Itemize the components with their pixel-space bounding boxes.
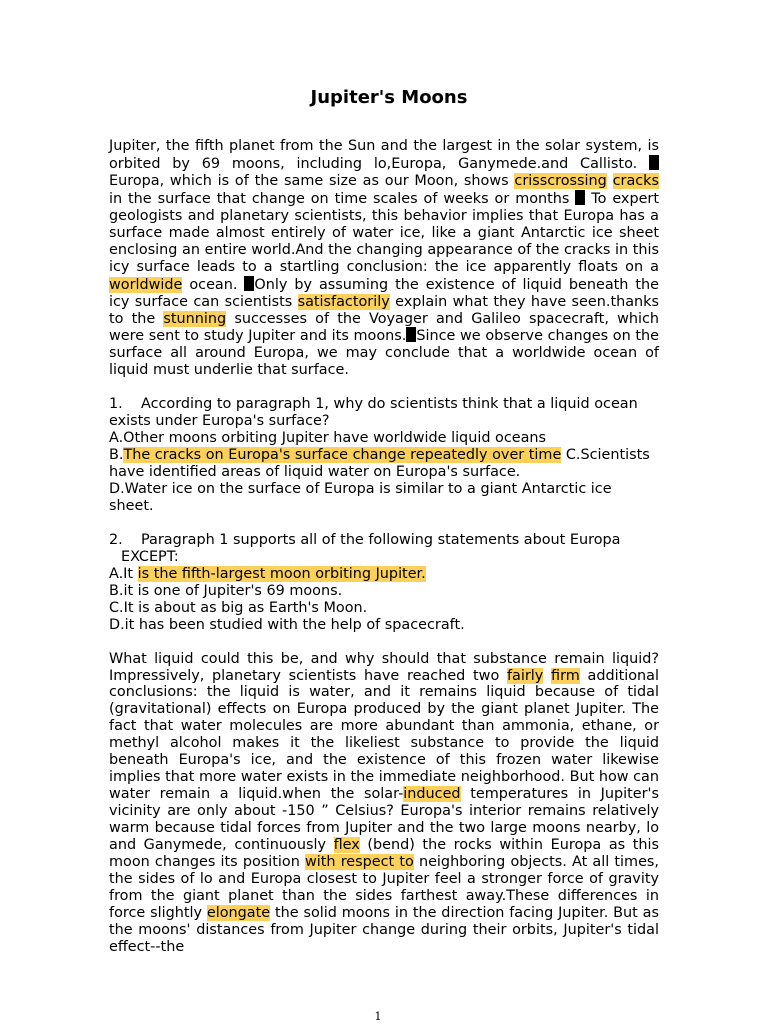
question-2-option-c: C.It is about as big as Earth's Moon.: [109, 599, 368, 616]
spacer: [109, 515, 659, 532]
question-2-option-a: [109, 566, 659, 583]
paragraph-2-text: temperatures in Jupiter's vicinity are only about -150 ” Celsius? Europa's interior remains relatively warm because tidal forces from Jupiter and the two large moons nearby, lo and Ganymede, continuously: [109, 786, 659, 854]
question-2: [109, 532, 659, 634]
black-square-marker: [575, 190, 585, 205]
black-square-marker: [406, 327, 416, 342]
highlighted-word: induced: [403, 786, 461, 803]
question-1-option-b-c: [109, 447, 659, 481]
paragraph-2-text: What liquid could this be, and why should that substance remain liquid? Impressively, planetary scientists have reached two: [109, 650, 659, 684]
paragraph-1-text: successes of the Voyager and Galileo spacecraft, which were sent to study Jupiter and its moons.: [109, 310, 659, 345]
highlighted-word: flex: [333, 837, 360, 854]
highlighted-word: elongate: [206, 904, 271, 921]
option-b-prefix: B.: [109, 447, 124, 464]
question-2-option-b: B.it is one of Jupiter's 69 moons.: [109, 582, 343, 599]
question-text: According to paragraph 1, why do scientists think that a liquid ocean exists under Europa's surface?: [109, 396, 638, 430]
question-1-prompt: [109, 396, 659, 430]
paragraph-1-text: Jupiter, the fifth planet from the Sun and the largest in the solar system, is orbited by 69 moons, including lo,Europa, Ganymede.and Callisto.: [109, 138, 659, 172]
option-c-text: C.Scientists have identified areas of liquid water on Europa's surface.: [109, 447, 650, 481]
spacer: [109, 634, 659, 651]
question-1-option-d: D.Water ice on the surface of Europa is similar to a giant Antarctic ice sheet.: [109, 481, 612, 514]
option-b-highlighted: The cracks on Europa's surface change repeatedly over time: [123, 447, 562, 464]
highlighted-word: firm: [551, 667, 580, 684]
paragraph-2-text: the solid moons in the direction facing Jupiter. But as the moons' distances from Jupiter change during their orbits, Jupiter's tidal effect--the: [109, 904, 659, 955]
document-body: [109, 138, 659, 956]
paragraph-2-text: neighboring objects. At all times, the sides of lo and Europa closest to Jupiter feel a stronger force of gravity from the giant planet than the sides farthest away.These differences in force slightly: [109, 853, 659, 921]
highlighted-phrase: with respect to: [305, 853, 414, 870]
question-number: 1.: [109, 396, 123, 413]
paragraph-1-text: explain what they have seen.thanks to the: [109, 293, 659, 327]
paragraph-1-text: ocean.: [182, 276, 245, 293]
highlighted-word: satisfactorily: [297, 293, 390, 310]
paragraph-1-text: Europa, which is of the same size as our Moon, shows: [109, 172, 515, 189]
highlighted-word: crisscrossing: [514, 172, 607, 189]
paragraph-2: [109, 651, 659, 956]
highlighted-word: worldwide: [109, 276, 183, 293]
question-number: 2.: [109, 531, 123, 548]
option-a-prefix: A.It: [109, 565, 138, 582]
paragraph-2-text: additional conclusions: the liquid is water, and it remains liquid because of tidal (gravitational) effects on Europa produced by the giant planet Jupiter. The fact that water molecules are more abundant than ammonia, ethane, or methyl alcohol makes it the likeliest substance to provide the liquid beneath Europa's ice, and the existence of this frozen water likewise implies that more water exists in the immediate neighborhood. But how can water remain a liquid.when the solar-: [109, 667, 659, 803]
highlighted-word: stunning: [163, 310, 227, 327]
page-number: 1: [374, 1010, 382, 1023]
option-a-highlighted: is the fifth-largest moon orbiting Jupiter.: [137, 565, 426, 582]
question-1: [109, 396, 659, 515]
question-1-option-a: A.Other moons orbiting Jupiter have worldwide liquid oceans: [109, 430, 547, 447]
paragraph-1-text: Since we observe changes on the surface all around Europa, we may conclude that a worldwide ocean of liquid must underlie that surface.: [109, 328, 659, 379]
paragraph-1: [109, 138, 659, 379]
question-2-option-d: D.it has been studied with the help of spacecraft.: [109, 616, 465, 633]
question-2-prompt: [109, 532, 659, 549]
page-title: Jupiter's Moons: [310, 87, 468, 108]
black-square-marker: [649, 155, 659, 170]
question-text: Paragraph 1 supports all of the following statements about Europa: [141, 531, 621, 548]
paragraph-1-text: in the surface that change on time scales of weeks or months: [109, 190, 576, 207]
question-2-prompt-continued: EXCEPT:: [121, 548, 179, 565]
black-square-marker: [244, 276, 254, 291]
paragraph-2-text: (bend) the rocks within Europa as this moon changes its position: [109, 837, 659, 870]
spacer: [109, 379, 659, 396]
paragraph-1-text: To expert geologists and planetary scientists, this behavior implies that Europa has a surface made almost entirely of water ice, like a giant Antarctic ice sheet enclosing an entire world.And the changing appearance of the cracks in this icy surface leads to a startling conclusion: the ice apparently floats on a: [109, 190, 659, 275]
paragraph-1-text: Only by assuming the existence of liquid beneath the icy surface can scientists: [109, 276, 660, 310]
highlighted-word: fairly: [506, 667, 544, 684]
highlighted-word: cracks: [612, 172, 659, 189]
